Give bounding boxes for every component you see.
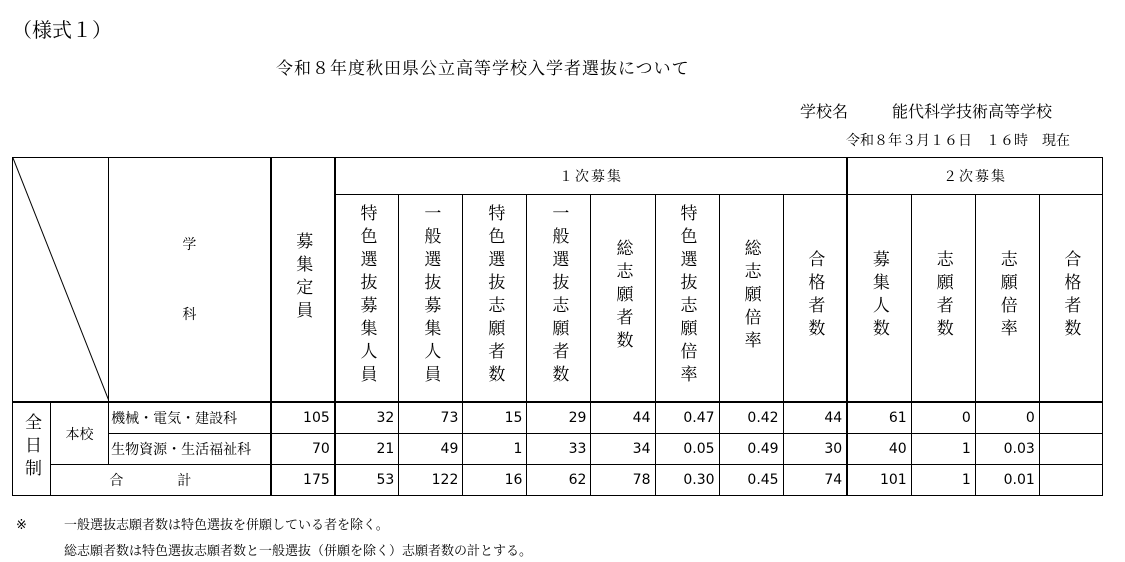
table-row [13, 402, 1103, 434]
school-name: 能代科学技術高等学校 [892, 102, 1053, 121]
cell-r1: 78 [591, 465, 655, 496]
cell-r1: 0.42 [719, 402, 783, 434]
col-header-r1-1: 一般選抜募集人員 [399, 195, 463, 403]
cell-r2 [1039, 434, 1102, 465]
cell-r1: 34 [591, 434, 655, 465]
cell-r1: 49 [399, 434, 463, 465]
col-header-r1-5: 特色選抜志願倍率 [655, 195, 719, 403]
note-text-1: 一般選抜志願者数は特色選抜を併願している者を除く。 [64, 518, 389, 533]
round1-header: １次募集 [335, 158, 847, 195]
cell-r1: 0.49 [719, 434, 783, 465]
cell-r1: 1 [463, 434, 527, 465]
cell-r2: 40 [847, 434, 911, 465]
cell-r1: 29 [527, 402, 591, 434]
quota-header: 募集定員 [271, 158, 335, 403]
total-label: 合 計 [51, 465, 271, 496]
table-row-total [13, 465, 1103, 496]
subject-header [109, 158, 271, 403]
course-label: 全日制 [13, 402, 51, 496]
note-mark: ※ [16, 518, 27, 533]
form-label: （様式１） [12, 18, 112, 42]
school-label: 学校名 [800, 102, 849, 121]
col-header-r2-0: 募集人数 [847, 195, 911, 403]
cell-r1: 0.30 [655, 465, 719, 496]
cell-r1: 73 [399, 402, 463, 434]
col-header-r1-7: 合格者数 [783, 195, 847, 403]
col-header-r1-4: 総志願者数 [591, 195, 655, 403]
cell-r2: 1 [911, 434, 975, 465]
dept-name: 機械・電気・建設科 [109, 402, 271, 434]
cell-r2: 101 [847, 465, 911, 496]
cell-r1: 44 [591, 402, 655, 434]
cell-r2 [1039, 465, 1102, 496]
cell-r1: 122 [399, 465, 463, 496]
cell-r1: 62 [527, 465, 591, 496]
as-of-date: 令和８年３月１６日 １６時 現在 [846, 133, 1070, 149]
cell-r1: 21 [335, 434, 399, 465]
cell-quota: 175 [271, 465, 335, 496]
col-header-r1-3: 一般選抜志願者数 [527, 195, 591, 403]
diagonal-corner-cell [13, 158, 109, 403]
diagonal-line [13, 158, 109, 401]
note-line-1 [16, 514, 389, 533]
cell-r2: 0.01 [975, 465, 1039, 496]
cell-r1: 0.45 [719, 465, 783, 496]
col-header-r1-2: 特色選抜志願者数 [463, 195, 527, 403]
cell-r1: 16 [463, 465, 527, 496]
note-line-2: 総志願者数は特色選抜志願者数と一般選抜（併願を除く）志願者数の計とする。 [64, 544, 533, 559]
col-header-r1-6: 総志願倍率 [719, 195, 783, 403]
round2-header: ２次募集 [847, 158, 1102, 195]
cell-r1: 32 [335, 402, 399, 434]
col-header-r2-2: 志願倍率 [975, 195, 1039, 403]
cell-r1: 15 [463, 402, 527, 434]
cell-r2: 61 [847, 402, 911, 434]
subject-header-char-1: 学 [182, 236, 197, 253]
dept-name: 生物資源・生活福祉科 [109, 434, 271, 465]
cell-r1: 74 [783, 465, 847, 496]
cell-r1: 53 [335, 465, 399, 496]
campus-label: 本校 [51, 402, 109, 465]
cell-r2: 0 [911, 402, 975, 434]
admission-table [12, 157, 1103, 496]
document-title: 令和８年度秋田県公立高等学校入学者選抜について [276, 59, 690, 79]
cell-r2: 1 [911, 465, 975, 496]
cell-r1: 44 [783, 402, 847, 434]
cell-r2 [1039, 402, 1102, 434]
col-header-r1-0: 特色選抜募集人員 [335, 195, 399, 403]
cell-r1: 30 [783, 434, 847, 465]
cell-quota: 105 [271, 402, 335, 434]
cell-quota: 70 [271, 434, 335, 465]
subject-header-char-2: 科 [182, 306, 197, 323]
col-header-r2-1: 志願者数 [911, 195, 975, 403]
col-header-r2-3: 合格者数 [1039, 195, 1102, 403]
cell-r1: 0.05 [655, 434, 719, 465]
school-line [800, 99, 1052, 122]
cell-r2: 0 [975, 402, 1039, 434]
cell-r1: 33 [527, 434, 591, 465]
cell-r2: 0.03 [975, 434, 1039, 465]
table-row [13, 434, 1103, 465]
cell-r1: 0.47 [655, 402, 719, 434]
